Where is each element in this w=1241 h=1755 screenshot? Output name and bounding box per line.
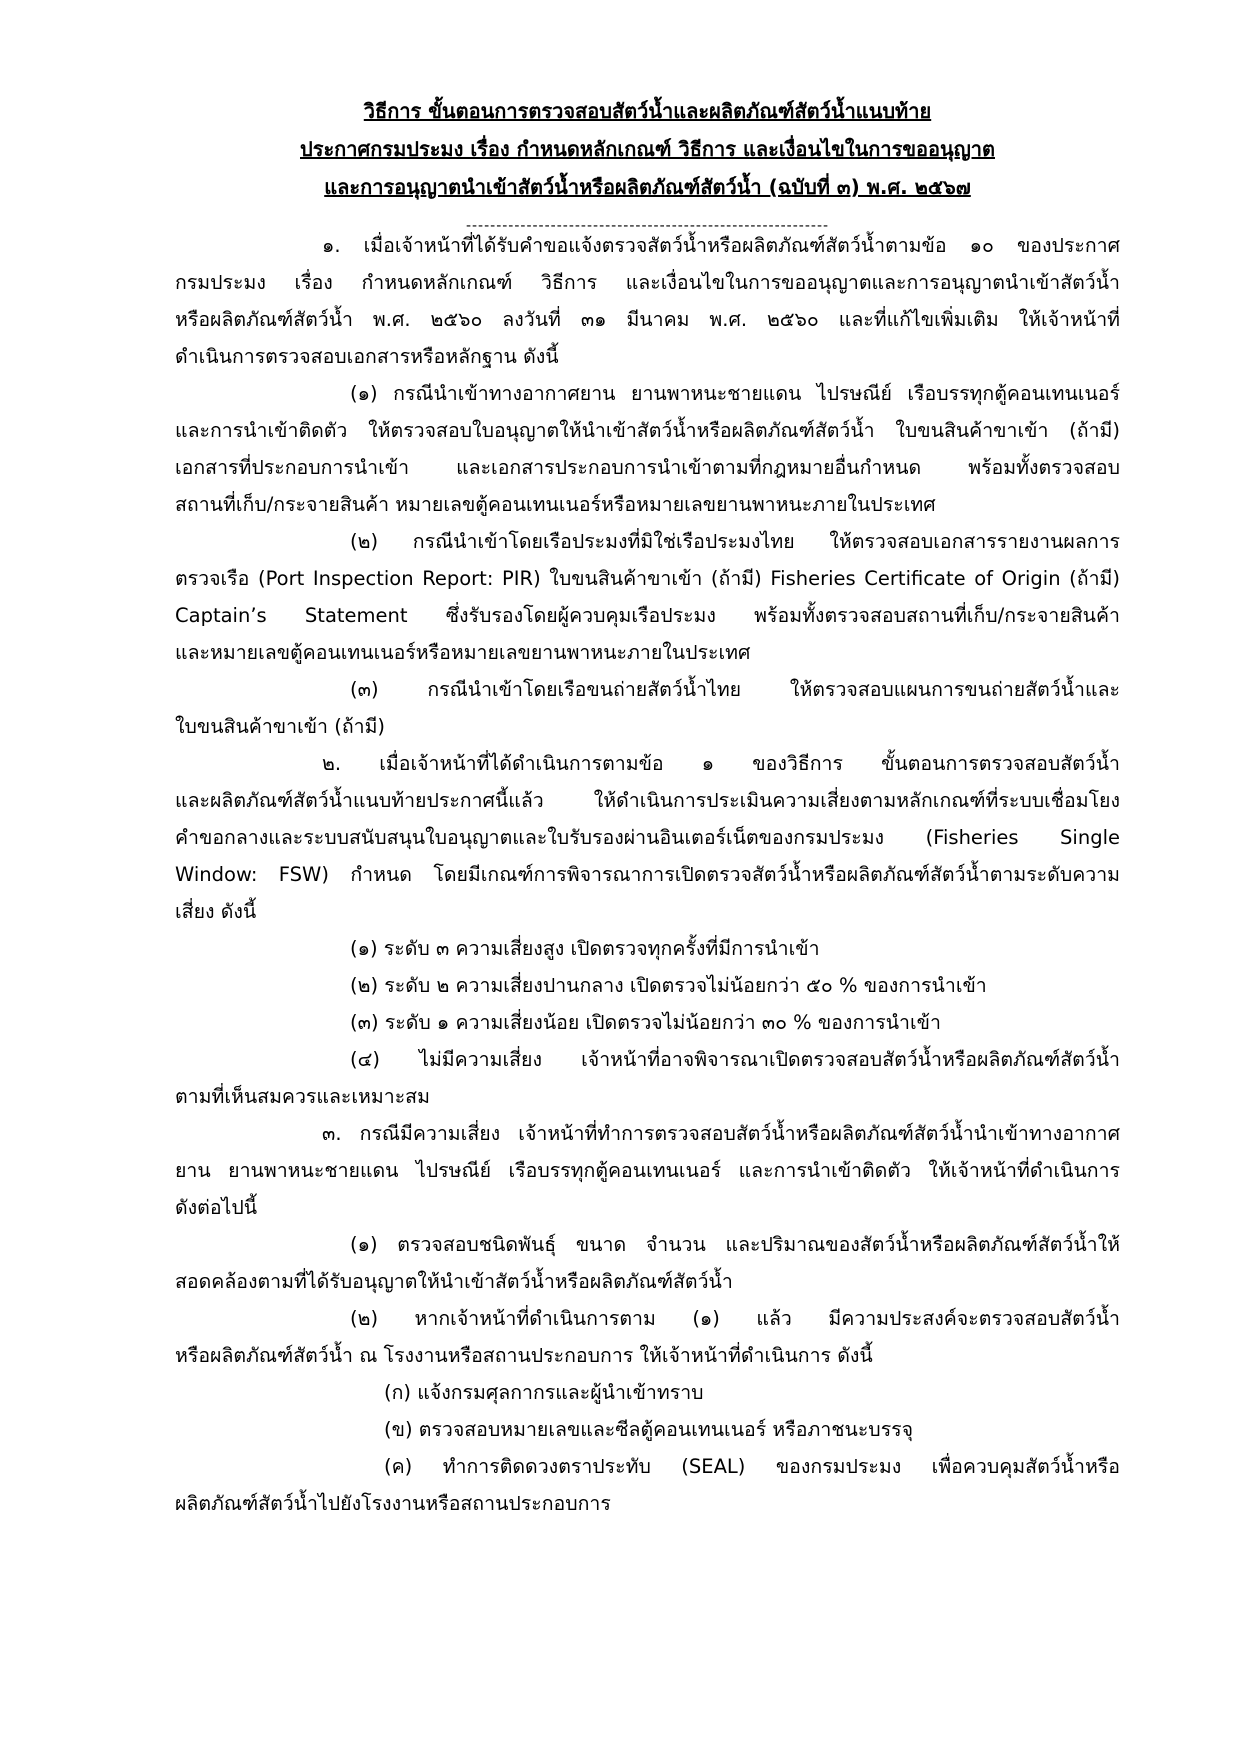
paragraph-line: และหมายเลขตู้คอนเทนเนอร์หรือหมายเลขยานพาหนะภายในประเทศ xyxy=(175,641,751,664)
paragraph-line: สถานที่เก็บ/กระจายสินค้า หมายเลขตู้คอนเทนเนอร์หรือหมายเลขยานพาหนะภายในประเทศ xyxy=(175,493,936,516)
paragraph-line: ๓. กรณีมีความเสี่ยง เจ้าหน้าที่ทำการตรวจสอบสัตว์น้ำหรือผลิตภัณฑ์สัตว์น้ำนำเข้าทางอากาศ xyxy=(322,1122,1120,1145)
paragraph-line: และผลิตภัณฑ์สัตว์น้ำแนบท้ายประกาศนี้แล้ว ให้ดำเนินการประเมินความเสี่ยงตามหลักเกณฑ์ที่ระบบเชื่อมโยง xyxy=(175,789,1120,812)
paragraph-line: ดำเนินการตรวจสอบเอกสารหรือหลักฐาน ดังนี้ xyxy=(175,345,559,368)
sub-list-item: (ค) ทำการติดดวงตราประทับ (SEAL) ของกรมประมง เพื่อควบคุมสัตว์น้ำหรือ xyxy=(384,1455,1120,1478)
paragraph-line: ผลิตภัณฑ์สัตว์น้ำไปยังโรงงานหรือสถานประกอบการ xyxy=(175,1492,611,1515)
paragraph-line: (๓) กรณีนำเข้าโดยเรือขนถ่ายสัตว์น้ำไทย ให้ตรวจสอบแผนการขนถ่ายสัตว์น้ำและ xyxy=(350,678,1120,701)
sub-list-item: (ข) ตรวจสอบหมายเลขและซีลตู้คอนเทนเนอร์ หรือภาชนะบรรจุ xyxy=(384,1418,914,1441)
list-item: (๒) หากเจ้าหน้าที่ดำเนินการตาม (๑) แล้ว มีความประสงค์จะตรวจสอบสัตว์น้ำ xyxy=(350,1307,1120,1330)
paragraph-line: ตามที่เห็นสมควรและเหมาะสม xyxy=(175,1085,430,1108)
document-title-line-1: วิธีการ ขั้นตอนการตรวจสอบสัตว์น้ำและผลิตภัณฑ์สัตว์น้ำแนบท้าย xyxy=(363,99,932,123)
document-title-line-2: ประกาศกรมประมง เรื่อง กำหนดหลักเกณฑ์ วิธีการ และเงื่อนไขในการขออนุญาต xyxy=(300,137,995,161)
paragraph-line: กรมประมง เรื่อง กำหนดหลักเกณฑ์ วิธีการ และเงื่อนไขในการขออนุญาตและการอนุญาตนำเข้าสัตว์น้ำ xyxy=(175,271,1120,294)
paragraph-line: (๑) กรณีนำเข้าทางอากาศยาน ยานพาหนะชายแดน ไปรษณีย์ เรือบรรทุกตู้คอนเทนเนอร์ xyxy=(350,382,1120,405)
paragraph-line: Window: FSW) กำหนด โดยมีเกณฑ์การพิจารณาการเปิดตรวจสัตว์น้ำหรือผลิตภัณฑ์สัตว์น้ำตามระดับความ xyxy=(175,863,1120,886)
paragraph-line: เอกสารที่ประกอบการนำเข้า และเอกสารประกอบการนำเข้าตามที่กฎหมายอื่นกำหนด พร้อมทั้งตรวจสอบ xyxy=(175,456,1120,479)
paragraph-line: ๒. เมื่อเจ้าหน้าที่ได้ดำเนินการตามข้อ ๑ ของวิธีการ ขั้นตอนการตรวจสอบสัตว์น้ำ xyxy=(322,752,1120,775)
document-title-line-3: และการอนุญาตนำเข้าสัตว์น้ำหรือผลิตภัณฑ์สัตว์น้ำ (ฉบับที่ ๓) พ.ศ. ๒๕๖๗ xyxy=(324,175,971,199)
sub-list-item: (ก) แจ้งกรมศุลกากรและผู้นำเข้าทราบ xyxy=(384,1381,704,1404)
paragraph-line: ตรวจเรือ (Port Inspection Report: PIR) ใบขนสินค้าขาเข้า (ถ้ามี) Fisheries Certificate of Origin (ถ้ามี) xyxy=(175,567,1120,590)
paragraph-line: และการนำเข้าติดตัว ให้ตรวจสอบใบอนุญาตให้นำเข้าสัตว์น้ำหรือผลิตภัณฑ์สัตว์น้ำ ใบขนสินค้าขาเข้า (ถ้ามี) xyxy=(175,419,1120,442)
paragraph-line: สอดคล้องตามที่ได้รับอนุญาตให้นำเข้าสัตว์น้ำหรือผลิตภัณฑ์สัตว์น้ำ xyxy=(175,1270,733,1293)
list-item: (๓) ระดับ ๑ ความเสี่ยงน้อย เปิดตรวจไม่น้อยกว่า ๓๐ % ของการนำเข้า xyxy=(350,1011,941,1034)
list-item: (๑) ระดับ ๓ ความเสี่ยงสูง เปิดตรวจทุกครั้งที่มีการนำเข้า xyxy=(350,937,820,960)
paragraph-line: ดังต่อไปนี้ xyxy=(175,1196,258,1219)
paragraph-line: ใบขนสินค้าขาเข้า (ถ้ามี) xyxy=(175,715,386,738)
title-separator: ------------------------------------------------------------ xyxy=(465,218,830,234)
paragraph-line: ๑. เมื่อเจ้าหน้าที่ได้รับคำขอแจ้งตรวจสัตว์น้ำหรือผลิตภัณฑ์สัตว์น้ำตามข้อ ๑๐ ของประกาศ xyxy=(322,234,1120,257)
paragraph-line: คำขอกลางและระบบสนับสนุนใบอนุญาตและใบรับรองผ่านอินเตอร์เน็ตของกรมประมง (Fisheries Single xyxy=(175,826,1120,849)
paragraph-line: เสี่ยง ดังนี้ xyxy=(175,900,257,923)
paragraph-line: ยาน ยานพาหนะชายแดน ไปรษณีย์ เรือบรรทุกตู้คอนเทนเนอร์ และการนำเข้าติดตัว ให้เจ้าหน้าที่ดำเนินการ xyxy=(175,1159,1120,1182)
list-item: (๒) ระดับ ๒ ความเสี่ยงปานกลาง เปิดตรวจไม่น้อยกว่า ๕๐ % ของการนำเข้า xyxy=(350,974,987,997)
paragraph-line: หรือผลิตภัณฑ์สัตว์น้ำ ณ โรงงานหรือสถานประกอบการ ให้เจ้าหน้าที่ดำเนินการ ดังนี้ xyxy=(175,1344,873,1367)
paragraph-line: (๒) กรณีนำเข้าโดยเรือประมงที่มิใช่เรือประมงไทย ให้ตรวจสอบเอกสารรายงานผลการ xyxy=(350,530,1120,553)
list-item: (๑) ตรวจสอบชนิดพันธุ์ ขนาด จำนวน และปริมาณของสัตว์น้ำหรือผลิตภัณฑ์สัตว์น้ำให้ xyxy=(350,1233,1120,1256)
paragraph-line: หรือผลิตภัณฑ์สัตว์น้ำ พ.ศ. ๒๕๖๐ ลงวันที่ ๓๑ มีนาคม พ.ศ. ๒๕๖๐ และที่แก้ไขเพิ่มเติม ให้เจ้าหน้าที่ xyxy=(175,308,1120,331)
list-item: (๔) ไม่มีความเสี่ยง เจ้าหน้าที่อาจพิจารณาเปิดตรวจสอบสัตว์น้ำหรือผลิตภัณฑ์สัตว์น้ำ xyxy=(350,1048,1120,1071)
paragraph-line: Captain’s Statement ซึ่งรับรองโดยผู้ควบคุมเรือประมง พร้อมทั้งตรวจสอบสถานที่เก็บ/กระจายสินค้า xyxy=(175,604,1120,627)
